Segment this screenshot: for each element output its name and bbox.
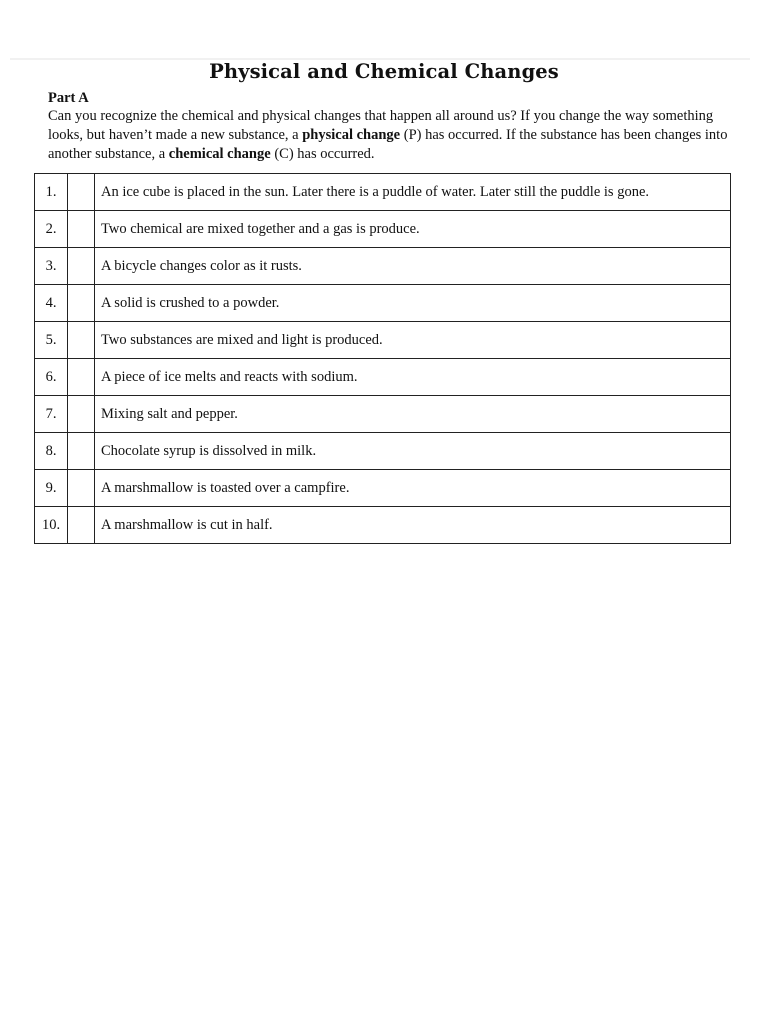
change-description: Chocolate syrup is dissolved in milk. <box>95 433 731 470</box>
table-row <box>35 174 731 211</box>
answer-cell[interactable] <box>68 248 95 285</box>
page-title: Physical and Chemical Changes <box>209 60 559 83</box>
table-row <box>35 248 731 285</box>
table-row <box>35 433 731 470</box>
table-row <box>35 470 731 507</box>
change-description: A marshmallow is cut in half. <box>95 507 731 544</box>
row-number: 5. <box>35 322 68 359</box>
change-description: Two substances are mixed and light is produced. <box>95 322 731 359</box>
intro-text-3: (C) has occurred. <box>270 146 375 162</box>
table-row <box>35 322 731 359</box>
row-number: 2. <box>35 211 68 248</box>
table-row <box>35 359 731 396</box>
answer-cell[interactable] <box>68 174 95 211</box>
table-row <box>35 396 731 433</box>
row-number: 7. <box>35 396 68 433</box>
intro-text-2: (P) has occurred. If the substance has been changes into another substance, a <box>48 127 728 162</box>
row-number: 1. <box>35 174 68 211</box>
table-row <box>35 211 731 248</box>
chemical-change-term: chemical change <box>168 146 271 162</box>
changes-table-body <box>35 174 731 544</box>
change-description: A marshmallow is toasted over a campfire. <box>95 470 731 507</box>
change-description: A piece of ice melts and reacts with sodium. <box>95 359 731 396</box>
changes-table <box>34 173 731 544</box>
table-row <box>35 507 731 544</box>
change-description: A bicycle changes color as it rusts. <box>95 248 731 285</box>
change-description: Two chemical are mixed together and a gas is produce. <box>95 211 731 248</box>
physical-change-term: physical change <box>302 127 401 143</box>
change-description: An ice cube is placed in the sun. Later there is a puddle of water. Later still the puddle is gone. <box>95 174 731 211</box>
row-number: 9. <box>35 470 68 507</box>
intro-text-1: Can you recognize the chemical and physical changes that happen all around us? If you change the way something looks, but haven’t made a new substance, a <box>48 108 714 143</box>
answer-cell[interactable] <box>68 322 95 359</box>
answer-cell[interactable] <box>68 359 95 396</box>
answer-cell[interactable] <box>68 507 95 544</box>
answer-cell[interactable] <box>68 470 95 507</box>
row-number: 10. <box>35 507 68 544</box>
change-description: A solid is crushed to a powder. <box>95 285 731 322</box>
answer-cell[interactable] <box>68 211 95 248</box>
row-number: 3. <box>35 248 68 285</box>
row-number: 4. <box>35 285 68 322</box>
row-number: 6. <box>35 359 68 396</box>
answer-cell[interactable] <box>68 433 95 470</box>
part-label: Part A <box>48 90 89 106</box>
change-description: Mixing salt and pepper. <box>95 396 731 433</box>
intro-paragraph <box>48 107 738 164</box>
answer-cell[interactable] <box>68 396 95 433</box>
answer-cell[interactable] <box>68 285 95 322</box>
table-row <box>35 285 731 322</box>
row-number: 8. <box>35 433 68 470</box>
